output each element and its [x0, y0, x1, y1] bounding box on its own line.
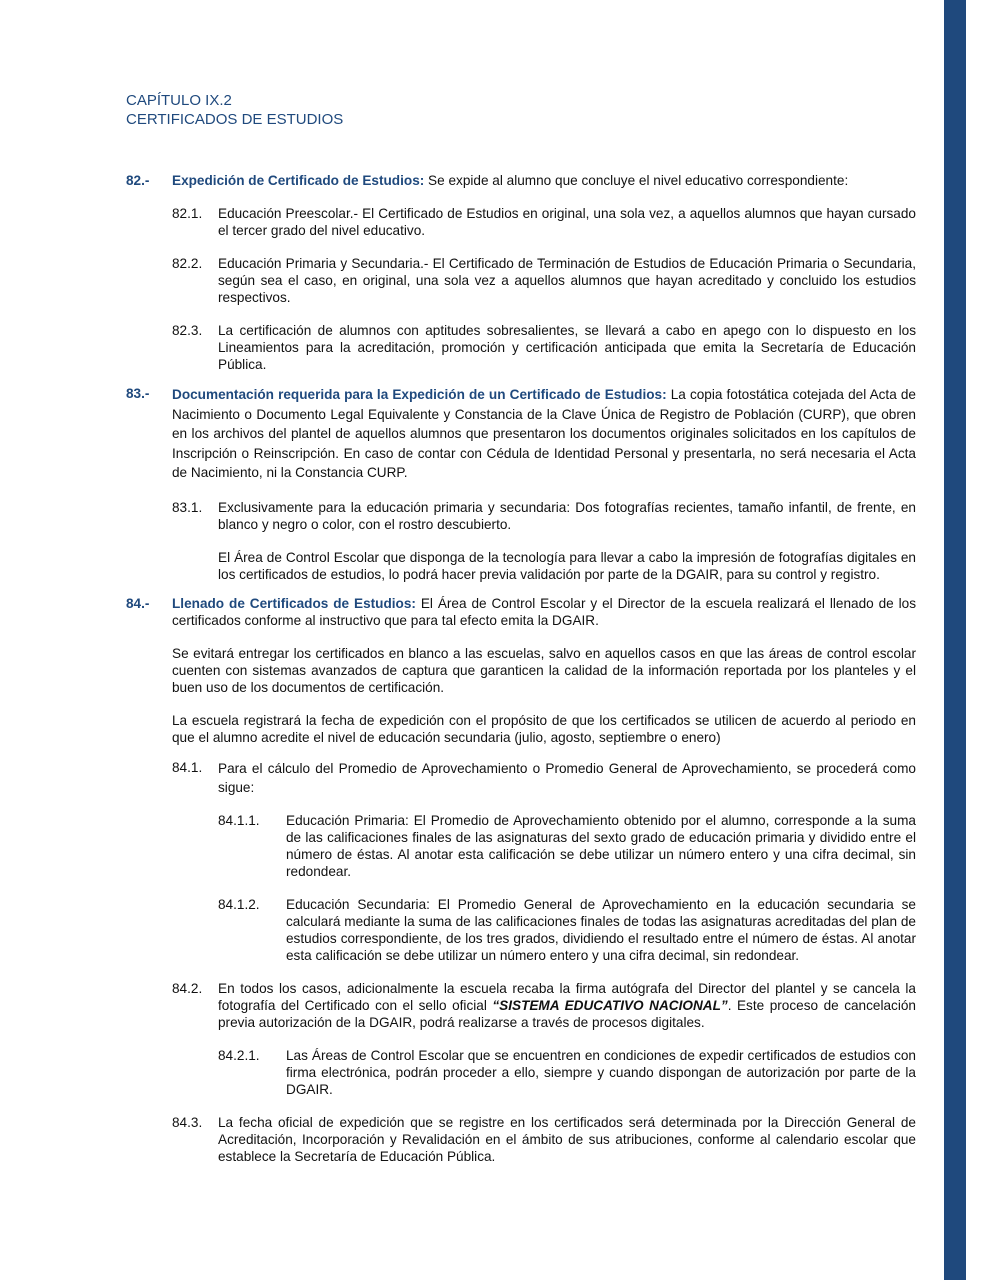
item-text: Educación Preescolar.- El Certificado de Estudios en original, una sola vez, a aquellos alumnos que hayan cursado el tercer grado del nivel educativo. [218, 206, 916, 238]
section-text: La copia fotostática cotejada del Acta de Nacimiento o Documento Legal Equivalente y Constancia de la Clave Única de Registro de Población (CURP), que obren en los archivos del plantel de aquellos alumnos que presentaron los documentos originales solicitados en los capítulos de Inscripción o Reinscripción. En caso de contar con Cédula de Identidad Personal y presentarla, no será necesaria el Acta de Nacimiento, ni la Constancia CURP. [172, 387, 916, 480]
item-number: 83.1. [172, 499, 203, 515]
item-text: Para el cálculo del Promedio de Aprovechamiento o Promedio General de Aprovechamiento, se procederá como sigue: [218, 760, 916, 795]
chapter-number: CAPÍTULO IX.2 [126, 92, 232, 109]
section-heading: Expedición de Certificado de Estudios: [172, 173, 425, 188]
item-text-part: . Este proceso de cancelación previa autorización de la DGAIR, podrá realizarse a través de procesos digitales. [218, 997, 916, 1030]
section-number: 83.- [126, 386, 150, 401]
item-number: 84.1.1. [218, 812, 260, 828]
section-heading: Llenado de Certificados de Estudios: [172, 595, 416, 611]
item-84-2-1 [218, 1047, 916, 1098]
item-number: 82.2. [172, 256, 203, 271]
item-84-3 [172, 1114, 916, 1165]
item-84-1 [172, 759, 916, 798]
item-number: 84.2.1. [218, 1047, 260, 1063]
item-text: La fecha oficial de expedición que se registre en los certificados será determinada por la Dirección General de Acreditación, Incorporación y Revalidación en el ámbito de sus atribuciones, conforme al calendario escolar que establece la Secretaría de Educación Pública. [218, 1114, 916, 1164]
item-number: 84.1. [172, 759, 203, 775]
item-82-3 [172, 322, 916, 373]
section-number: 82.- [126, 173, 150, 188]
item-number: 84.3. [172, 1114, 203, 1130]
item-84-1-1 [218, 812, 916, 880]
item-text-part: En todos los casos, adicionalmente la escuela recaba la firma autógrafa del Director del plantel y se cancela la fotografía del Certificado con el sello oficial [218, 980, 916, 1013]
item-82-1 [172, 205, 916, 239]
section-84 [126, 595, 916, 629]
item-83-1-paragraph: El Área de Control Escolar que disponga de la tecnología para llevar a cabo la impresión de fotografías digitales en los certificados de estudios, lo podrá hacer previa validación por parte de la DGAIR, para su control y registro. [218, 549, 916, 582]
item-text: Educación Secundaria: El Promedio General de Aprovechamiento en la educación secundaria se calculará mediante la suma de las calificaciones finales de todas las asignaturas acreditadas del plan de estudios correspondiente, de los tres grados, dividiendo el resultado entre el número de éstas. Al anotar esta calificación se debe utilizar un número entero y una cifra decimal, sin redondear. [286, 896, 916, 963]
item-number: 84.2. [172, 980, 203, 996]
section-number: 84.- [126, 595, 150, 611]
section-text: Se expide al alumno que concluye el nivel educativo correspondiente: [424, 173, 849, 188]
item-84-2 [172, 980, 916, 1031]
item-text: Educación Primaria y Secundaria.- El Certificado de Terminación de Estudios de Educación Primaria o Secundaria, según sea el caso, en original, una sola vez a aquellos alumnos que hayan acreditado y concluido los estudios respectivos. [218, 256, 916, 305]
page-side-bar [944, 0, 966, 1280]
item-83-1 [172, 499, 916, 533]
section-84-paragraph-1: Se evitará entregar los certificados en blanco a las escuelas, salvo en aquellos casos en que las áreas de control escolar cuenten con sistemas avanzados de captura que garanticen la calidad de la información reportada por los planteles y el buen uso de los documentos de certificación. [172, 645, 916, 695]
item-text: Educación Primaria: El Promedio de Aprovechamiento obtenido por el alumno, corresponde a la suma de las calificaciones finales de las asignaturas del sexto grado de educación primaria y dividido entre el número de éstas. Al anotar esta calificación se debe utilizar un número entero y una cifra decimal, sin redondear. [286, 812, 916, 879]
chapter-name: CERTIFICADOS DE ESTUDIOS [126, 111, 344, 128]
document-page [126, 91, 916, 1181]
section-body [172, 595, 916, 629]
item-number: 82.1. [172, 206, 203, 221]
item-82-2 [172, 255, 916, 306]
chapter-title [126, 91, 916, 129]
item-84-1-2 [218, 896, 916, 964]
section-83 [126, 385, 916, 483]
section-body [172, 385, 916, 483]
section-82 [126, 172, 916, 189]
item-text [218, 980, 916, 1031]
item-text: La certificación de alumnos con aptitudes sobresalientes, se llevará a cabo en apego con lo dispuesto en los Lineamientos para la acreditación, promoción y certificación anticipada que emita la Secretaría de Educación Pública. [218, 323, 916, 372]
official-seal-name: “SISTEMA EDUCATIVO NACIONAL” [492, 997, 728, 1013]
section-text: El Área de Control Escolar y el Director de la escuela realizará el llenado de los certificados conforme al instructivo que para tal efecto emita la DGAIR. [172, 595, 916, 628]
section-84-paragraph-2: La escuela registrará la fecha de expedición con el propósito de que los certificados se utilicen de acuerdo al periodo en que el alumno acredite el nivel de educación secundaria (julio, agosto, septiembre o enero) [172, 712, 916, 745]
item-number: 82.3. [172, 323, 203, 338]
section-body [172, 172, 916, 189]
item-text: Exclusivamente para la educación primaria y secundaria: Dos fotografías recientes, tamaño infantil, de frente, en blanco y negro o color, con el rostro descubierto. [218, 499, 916, 532]
item-number: 84.1.2. [218, 896, 260, 912]
section-heading: Documentación requerida para la Expedición de un Certificado de Estudios: [172, 387, 667, 402]
item-text: Las Áreas de Control Escolar que se encuentren en condiciones de expedir certificados de estudios con firma electrónica, podrán proceder a ello, siempre y cuando dispongan de autorización por parte de la DGAIR. [286, 1047, 916, 1097]
